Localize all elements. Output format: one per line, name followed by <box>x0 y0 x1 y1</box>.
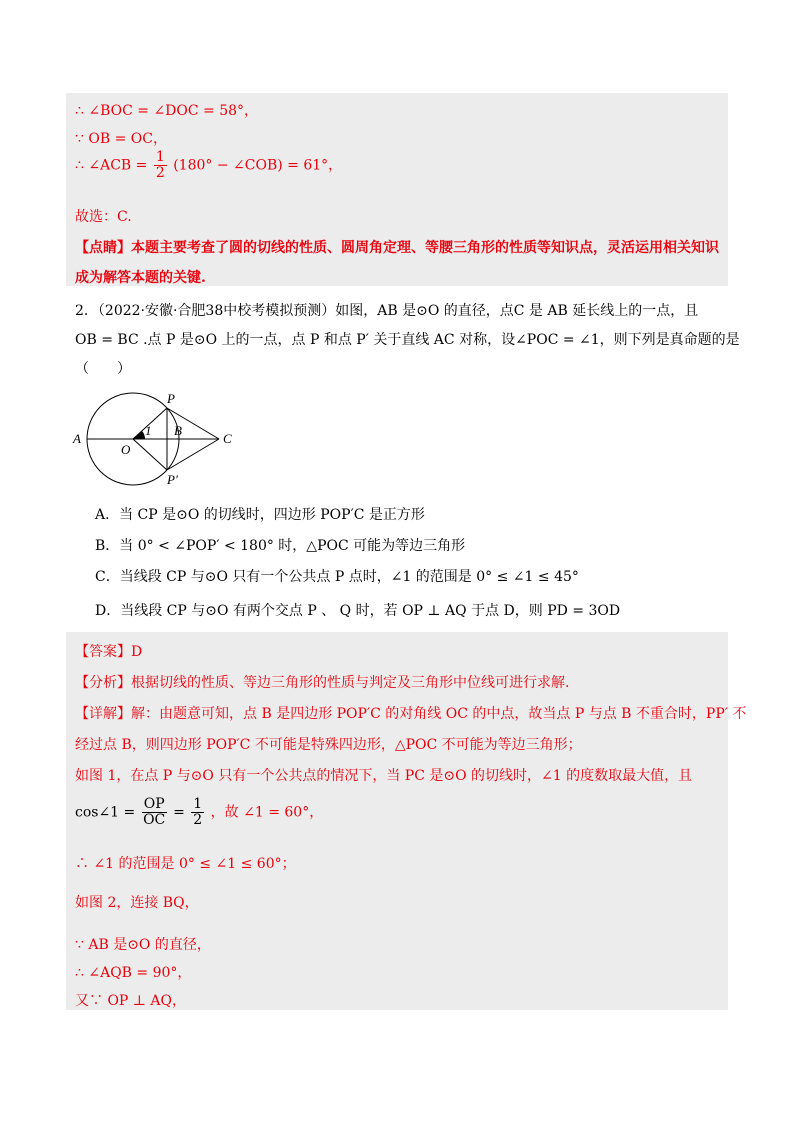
key-point-line: 成为解答本题的关键. <box>75 270 206 286</box>
detail-line: ∴ ∠1 的范围是 0° ≤ ∠1 ≤ 60°； <box>75 856 296 872</box>
label-a: A <box>73 431 81 446</box>
label-p: P <box>167 391 175 406</box>
fraction <box>142 797 167 828</box>
segment-pprime-c <box>167 439 219 470</box>
fraction-denominator: 2 <box>155 165 165 181</box>
question-line: 2．（2022·安徽·合肥38中校考模拟预测）如图，AB 是⊙O 的直径，点C 是 AB 延长线上的一点，且 <box>75 303 699 319</box>
detail-line: 如图 1，在点 P 与⊙O 只有一个公共点的情况下，当 PC 是⊙O 的切线时，∠1 的度数取最大值，且 <box>75 768 693 784</box>
text-fragment: = <box>173 804 185 821</box>
text-fragment: ∴ ∠ACB = <box>75 157 148 174</box>
label-o: O <box>121 442 131 457</box>
detail-line: 又∵ OP ⊥ AQ， <box>75 993 187 1009</box>
label-1: 1 <box>145 423 152 438</box>
text-line: 故选：C. <box>75 209 132 225</box>
fraction-line <box>75 797 323 828</box>
detail-line: ∴ ∠AQB = 90°， <box>75 965 192 981</box>
analysis-line: 【分析】根据切线的性质、等边三角形的性质与判定及三角形中位线可进行求解. <box>75 675 570 691</box>
segment-opprime <box>133 439 167 470</box>
answer-line: 【答案】D <box>75 644 143 660</box>
fraction-denominator: 2 <box>193 812 203 828</box>
fraction-numerator: 1 <box>193 796 203 812</box>
fraction <box>154 150 167 181</box>
question-line: OB = BC .点 P 是⊙O 上的一点，点 P 和点 P′ 关于直线 AC 对称，设∠POC = ∠1，则下列是真命题的是 <box>75 332 740 348</box>
question-line: （ ） <box>75 361 131 377</box>
fraction-numerator: OP <box>143 796 165 812</box>
fraction <box>191 797 204 828</box>
solution-block-top <box>66 93 728 286</box>
label-c: C <box>223 431 232 446</box>
option-b: B．当 0° < ∠POP′ < 180° 时，△POC 可能为等边三角形 <box>95 538 466 554</box>
option-d: D．当线段 CP 与⊙O 有两个交点 P 、 Q 时，若 OP ⊥ AQ 于点 D，则 PD = 3OD <box>95 603 621 619</box>
text-fragment: ，故 ∠1 = 60°， <box>210 804 324 821</box>
option-a: A．当 CP 是⊙O 的切线时，四边形 POP′C 是正方形 <box>95 507 425 523</box>
fraction-line <box>75 150 342 181</box>
detail-line: 【详解】解：由题意可知，点 B 是四边形 POP′C 的对角线 OC 的中点，故当点 P 与点 B 不重合时，PP′ 不 <box>75 706 747 722</box>
key-point-line: 【点睛】本题主要考查了圆的切线的性质、圆周角定理、等腰三角形的性质等知识点，灵活运用相关知识 <box>75 240 719 256</box>
text-line: ∴ ∠BOC = ∠DOC = 58°， <box>75 103 259 119</box>
fraction-numerator: 1 <box>155 149 165 165</box>
option-c: C．当线段 CP 与⊙O 只有一个公共点 P 点时，∠1 的范围是 0° ≤ ∠1 ≤ 45° <box>95 569 579 585</box>
detail-line: 如图 2，连接 BQ， <box>75 895 199 911</box>
angle-1-marker <box>133 431 145 439</box>
text-fragment: (180° − ∠COB) = 61°， <box>173 157 343 174</box>
text-line: ∵ OB = OC， <box>75 131 167 147</box>
detail-line: ∵ AB 是⊙O 的直径， <box>75 937 211 953</box>
detail-line: 经过点 B，则四边形 POP′C 不可能是特殊四边形，△POC 不可能为等边三角形； <box>75 737 582 753</box>
label-b: B <box>174 423 182 438</box>
fraction-denominator: OC <box>143 812 166 828</box>
label-p-prime: P' <box>167 472 178 487</box>
text-fragment: cos∠1 = <box>75 804 136 821</box>
geometry-figure <box>70 384 250 494</box>
